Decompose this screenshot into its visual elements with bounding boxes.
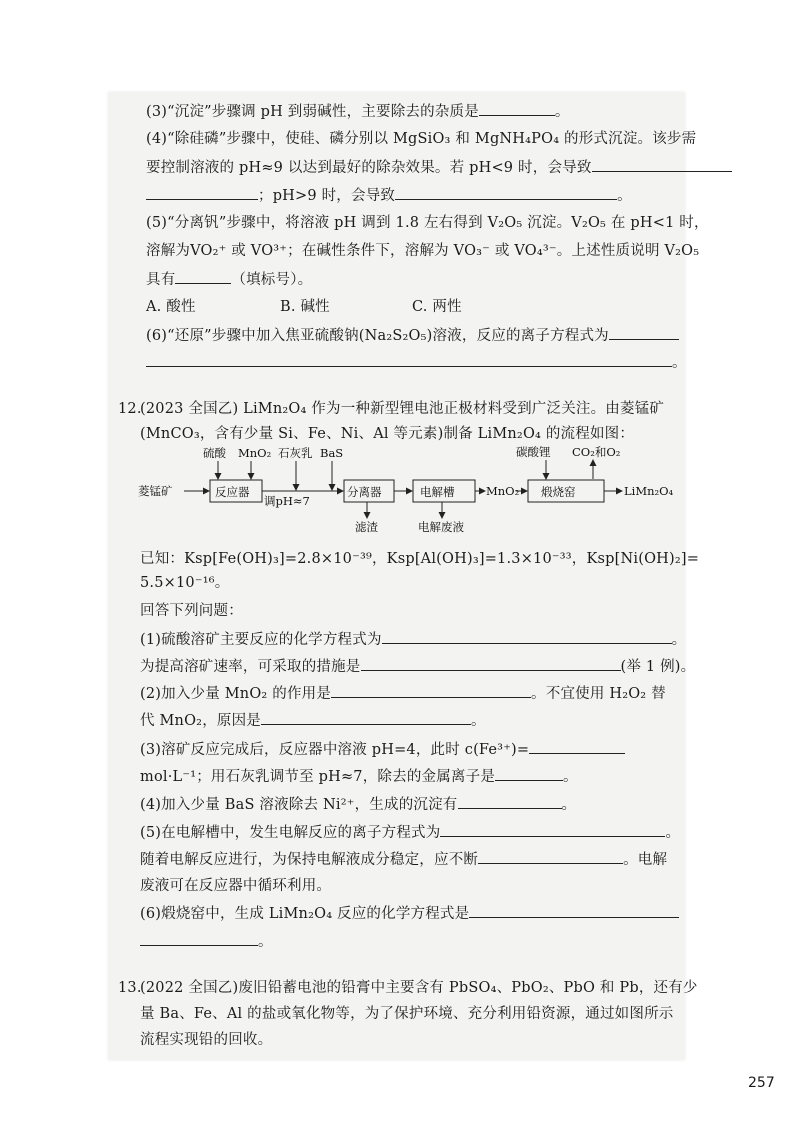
mno2-label: MnO₂	[486, 484, 520, 498]
answer-blank[interactable]	[440, 822, 665, 837]
reactor-label: 反应器	[215, 485, 250, 499]
ph-label: 调pH≈7	[264, 494, 310, 508]
feed-label: 菱锰矿	[138, 484, 173, 498]
answer-blank[interactable]	[479, 101, 555, 116]
question-5-line-1: (5)“分离钒”步骤中，将溶液 pH 调到 1.8 左右得到 V₂O₅ 沉淀。V₂O₅ 在 pH<1 时，	[146, 215, 709, 231]
answer-blank[interactable]	[331, 683, 531, 698]
answer-blank[interactable]	[175, 269, 231, 284]
answer-blank[interactable]	[146, 352, 672, 367]
answer-blank[interactable]	[529, 739, 625, 754]
li2co3-label: 碳酸锂	[516, 446, 551, 459]
option-b[interactable]: B. 碱性	[280, 299, 330, 315]
page-number: 257	[748, 1075, 775, 1091]
question-12-line-2: (MnCO₃，含有少量 Si、Fe、Ni、Al 等元素)制备 LiMn₂O₄ 的流程如图：	[140, 426, 635, 442]
answer-blank[interactable]	[469, 903, 679, 918]
sub-question-2: (2)加入少量 MnO₂ 的作用是 。不宜使用 H₂O₂ 替	[140, 683, 666, 704]
question-13-line-1: (2022 全国乙)废旧铅蓄电池的铅膏中主要含有 PbSO₄、PbO₂、PbO 和 Pb，还有少	[140, 980, 698, 996]
product-label: LiMn₂O₄	[624, 484, 674, 498]
question-13-number: 13.	[118, 980, 142, 996]
answer-blank[interactable]	[592, 157, 732, 172]
prompt: 回答下列问题：	[140, 603, 243, 619]
answer-blank[interactable]	[495, 766, 563, 781]
process-flow-diagram	[138, 446, 698, 540]
question-4-line-2: 要控制溶液的 pH≈9 以达到最好的除杂效果。若 pH<9 时，会导致	[146, 157, 732, 178]
sub-question-5b: 随着电解反应进行，为保持电解液成分稳定，应不断 。电解	[140, 849, 667, 870]
sub-question-6b: 。	[140, 931, 273, 952]
sub-question-2b: 代 MnO₂，原因是 。	[140, 710, 486, 731]
sub-question-3b: mol·L⁻¹；用石灰乳调节至 pH≈7，除去的金属离子是 。	[140, 766, 578, 787]
residue-label: 滤渣	[355, 520, 378, 534]
answer-blank[interactable]	[140, 931, 258, 946]
sub-question-5: (5)在电解槽中，发生电解反应的离子方程式为 。	[140, 822, 680, 843]
question-4-line-3: ；pH>9 时，会导致 。	[146, 185, 632, 206]
question-12-number: 12.	[118, 401, 142, 417]
question-6: (6)“还原”步骤中加入焦亚硫酸钠(Na₂S₂O₅)溶液，反应的离子方程式为	[146, 325, 679, 346]
waste-label: 电解废液	[418, 520, 464, 534]
question-5-line-2: 溶解为VO₂⁺ 或 VO³⁺；在碱性条件下，溶解为 VO₃⁻ 或 VO₄³⁻。上述性质说明 V₂O₅	[146, 243, 700, 259]
acid-label: 硫酸	[203, 446, 226, 460]
sub-question-6: (6)煅烧窑中，生成 LiMn₂O₄ 反应的化学方程式是	[140, 903, 679, 924]
answer-blank[interactable]	[146, 185, 258, 200]
option-c[interactable]: C. 两性	[412, 299, 462, 315]
sub-question-1: (1)硫酸溶矿主要反应的化学方程式为 。	[140, 629, 686, 650]
question-13-line-2: 量 Ba、Fe、Al 的盐或氧化物等，为了保护环境、充分利用铅资源，通过如图所示	[140, 1006, 674, 1022]
mno2-input-label: MnO₂	[238, 446, 272, 460]
answer-blank[interactable]	[478, 849, 623, 864]
question-4-line-1: (4)“除硅磷”步骤中，使硅、磷分别以 MgSiO₃ 和 MgNH₄PO₄ 的形式沉淀。该步需	[146, 131, 697, 147]
sub-question-5c: 废液可在反应器中循环利用。	[140, 878, 332, 894]
separator-label: 分离器	[347, 485, 382, 499]
gas-label: CO₂和O₂	[572, 446, 621, 459]
question-6-line-2: 。	[146, 352, 687, 373]
question-12-line-1: (2023 全国乙) LiMn₂O₄ 作为一种新型锂电池正极材料受到广泛关注。由菱锰矿	[140, 401, 665, 417]
known-constants-line-1: 已知：Ksp[Fe(OH)₃]=2.8×10⁻³⁹，Ksp[Al(OH)₃]=1.3×10⁻³³，Ksp[Ni(OH)₂]=	[140, 551, 700, 567]
answer-blank[interactable]	[395, 185, 617, 200]
answer-blank[interactable]	[609, 325, 679, 340]
kiln-label: 煅烧窑	[541, 485, 576, 499]
answer-blank[interactable]	[361, 656, 621, 671]
sub-question-3: (3)溶矿反应完成后，反应器中溶液 pH=4，此时 c(Fe³⁺)=	[140, 739, 625, 760]
cell-label: 电解槽	[420, 485, 455, 499]
sub-question-1b: 为提高溶矿速率，可采取的措施是 (举 1 例)。	[140, 656, 695, 677]
answer-blank[interactable]	[458, 794, 562, 809]
sub-question-4: (4)加入少量 BaS 溶液除去 Ni²⁺，生成的沉淀有 。	[140, 794, 576, 815]
option-a[interactable]: A. 酸性	[146, 299, 196, 315]
question-3: (3)“沉淀”步骤调 pH 到弱碱性，主要除去的杂质是 。	[146, 101, 570, 122]
question-5-line-3: 具有 （填标号）。	[146, 269, 312, 290]
bas-label: BaS	[320, 446, 344, 460]
answer-blank[interactable]	[261, 710, 471, 725]
lime-label: 石灰乳	[278, 446, 313, 460]
answer-blank[interactable]	[382, 629, 672, 644]
question-13-line-3: 流程实现铅的回收。	[140, 1032, 273, 1048]
known-constants-line-2: 5.5×10⁻¹⁶。	[140, 575, 230, 591]
